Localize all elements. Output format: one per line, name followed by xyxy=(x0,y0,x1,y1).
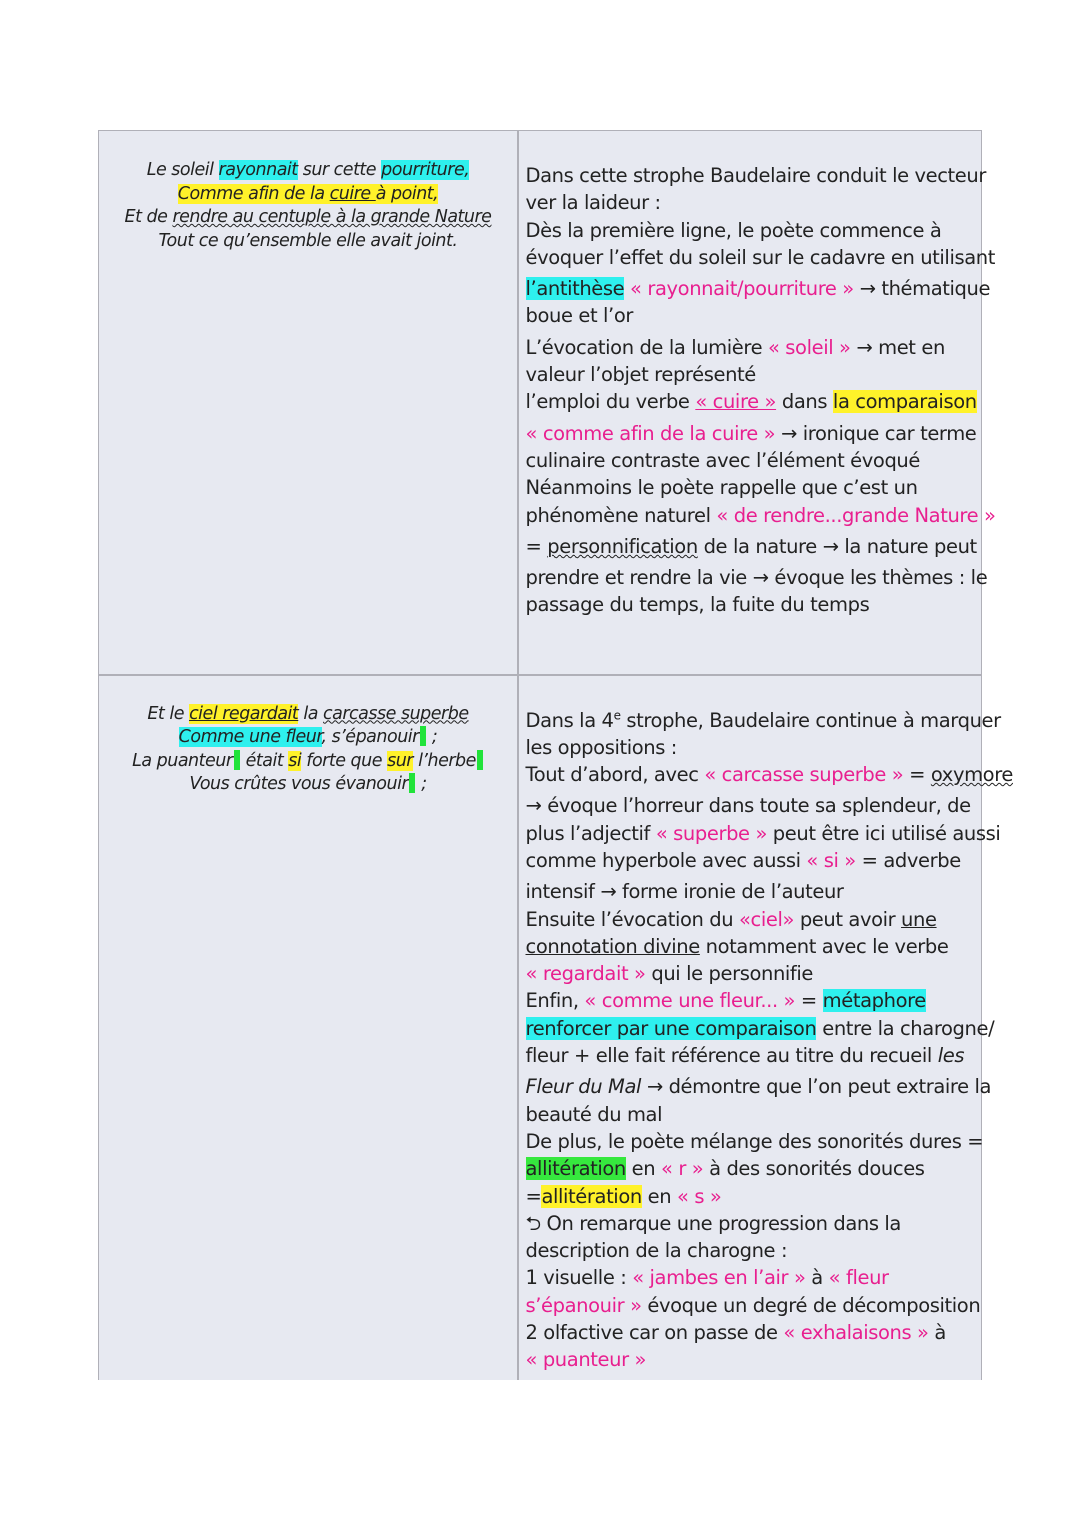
analysis-line: Dans la 4e strophe, Baudelaire continue à marquer xyxy=(525,708,1001,732)
analysis-line: fleur + elle fait référence au titre du recueil les xyxy=(525,1044,965,1068)
analysis-table xyxy=(98,130,1013,1380)
analysis-line: 2 olfactive car on passe de « exhalaisons » à xyxy=(525,1321,946,1345)
analysis-line: intensif → forme ironie de l’auteur xyxy=(525,880,844,904)
analysis-line: ver la laideur : xyxy=(525,191,661,215)
analysis-line: les oppositions : xyxy=(525,735,677,759)
analysis-line: phénomène naturel « de rendre...grande Nature » xyxy=(525,503,996,527)
poem-line: Vous crûtes vous évanouir ; xyxy=(189,774,427,794)
analysis-text-2 xyxy=(519,676,1013,1374)
analysis-line: passage du temps, la fuite du temps xyxy=(525,593,870,617)
poem-line: Comme une fleur, s’épanouir ; xyxy=(178,727,438,747)
analysis-line: l’antithèse « rayonnait/pourriture » → thématique xyxy=(525,277,991,301)
analysis-line: Fleur du Mal → démontre que l’on peut extraire la xyxy=(525,1075,992,1099)
analysis-line: « puanteur » xyxy=(525,1348,647,1372)
analysis-cell-1 xyxy=(519,131,996,674)
analysis-line: valeur l’objet représenté xyxy=(525,363,756,387)
analysis-line: beauté du mal xyxy=(525,1102,663,1126)
analysis-line: = personnification de la nature → la nature peut xyxy=(525,534,977,558)
analysis-line: renforcer par une comparaison entre la charogne/ xyxy=(525,1016,995,1040)
poem-cell-1 xyxy=(99,131,517,674)
poem-line: Et le ciel regardait la carcasse superbe xyxy=(147,703,469,724)
analysis-cell-2 xyxy=(519,676,1013,1380)
analysis-line: L’évocation de la lumière « soleil » → met en xyxy=(525,335,945,359)
analysis-text-1 xyxy=(519,131,996,619)
analysis-line: Ensuite l’évocation du «ciel» peut avoir une xyxy=(525,907,937,931)
analysis-line: l’emploi du verbe « cuire » dans la comparaison xyxy=(525,390,977,414)
analysis-line: Tout d’abord, avec « carcasse superbe » = oxymore xyxy=(525,763,1013,787)
alliteration-marker xyxy=(409,773,415,793)
poem-line: Comme afin de la cuire à point, xyxy=(177,183,439,204)
analysis-line: Enfin, « comme une fleur... » = métaphore xyxy=(525,989,926,1013)
analysis-line: Néanmoins le poète rappelle que c’est un xyxy=(525,476,918,500)
analysis-line: boue et l’or xyxy=(525,304,633,328)
analysis-line: allitération en « r » à des sonorités douces xyxy=(525,1157,925,1181)
poem-stanza-2 xyxy=(99,676,517,797)
analysis-line: « regardait » qui le personnifie xyxy=(525,962,814,986)
analysis-line: Dès la première ligne, le poète commence à xyxy=(525,218,942,242)
analysis-line: De plus, le poète mélange des sonorités dures = xyxy=(525,1129,984,1153)
analysis-line: connotation divine notamment avec le verbe xyxy=(525,934,949,958)
analysis-line: Dans cette strophe Baudelaire conduit le vecteur xyxy=(525,164,986,187)
analysis-line: s’épanouir » évoque un degré de décomposition xyxy=(525,1293,981,1317)
analysis-line: =allitération en « s » xyxy=(525,1184,722,1208)
analysis-line: évoquer l’effet du soleil sur le cadavre en utilisant xyxy=(525,245,995,269)
poem-line: La puanteur était si forte que sur l’herbe xyxy=(99,750,517,774)
alliteration-marker xyxy=(477,750,483,770)
analysis-line: comme hyperbole avec aussi « si » = adverbe xyxy=(525,848,961,872)
analysis-line: ⮌ On remarque une progression dans la xyxy=(525,1211,901,1235)
analysis-line: 1 visuelle : « jambes en l’air » à « fleur xyxy=(525,1266,889,1290)
alliteration-marker xyxy=(234,750,240,770)
analysis-line: description de la charogne : xyxy=(525,1239,788,1263)
poem-stanza-1 xyxy=(99,131,517,253)
alliteration-marker xyxy=(420,726,426,746)
analysis-line: plus l’adjectif « superbe » peut être ici utilisé aussi xyxy=(525,821,1001,845)
poem-cell-2 xyxy=(99,676,517,1380)
poem-line: Et de rendre au centuple à la grande Nature xyxy=(124,207,492,227)
analysis-line: « comme afin de la cuire » → ironique car terme xyxy=(525,421,977,445)
analysis-line: culinaire contraste avec l’élément évoqué xyxy=(525,448,920,472)
analysis-line: prendre et rendre la vie → évoque les thèmes : le xyxy=(525,566,988,590)
poem-line: Tout ce qu’ensemble elle avait joint. xyxy=(158,230,458,251)
analysis-line: → évoque l’horreur dans toute sa splendeur, de xyxy=(525,794,971,818)
poem-line: Le soleil rayonnait sur cette pourriture, xyxy=(146,160,470,180)
